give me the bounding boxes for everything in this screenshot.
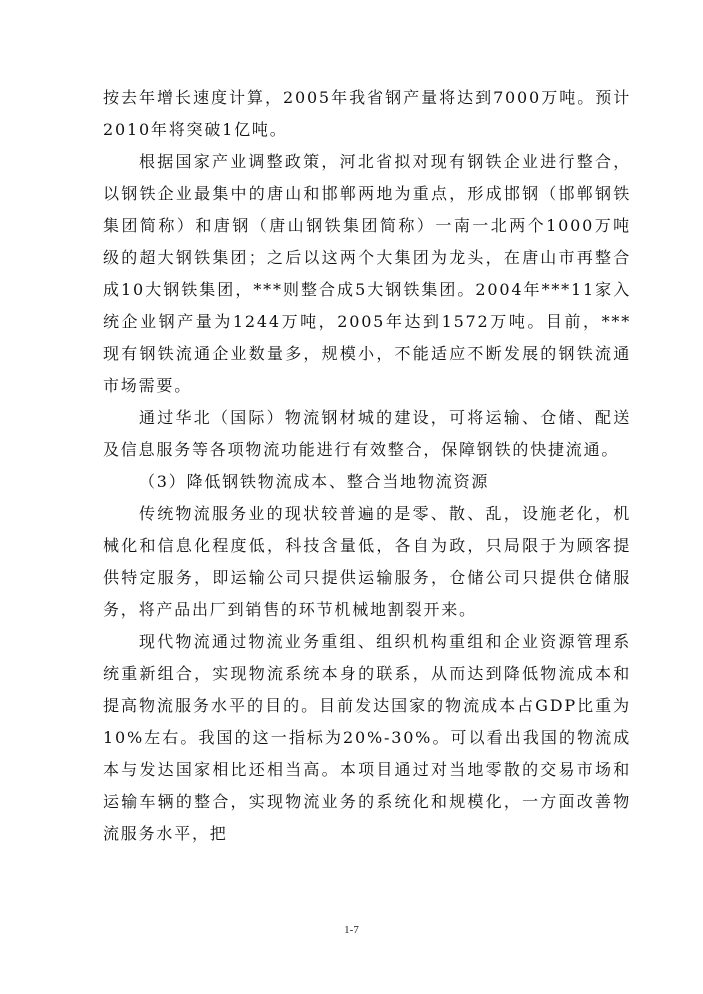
paragraph-modern-logistics: 现代物流通过物流业务重组、组织机构重组和企业资源管理系统重新组合，实现物流系统本身的联系，从而达到降低物流成本和提高物流服务水平的目的。目前发达国家的物流成本占GDP比重为10%左右。我国的这一指标为20%-30%。可以看出我国的物流成本与发达国家相比还相当高。本项目通过对当地零散的交易市场和运输车辆的整合，实现物流业务的系统化和规模化，一方面改善物流服务水平，把	[103, 632, 631, 843]
paragraph-traditional-logistics: 传统物流服务业的现状较普遍的是零、散、乱，设施老化，机械化和信息化程度低，科技含量低，各自为政，只局限于为顾客提供特定服务，即运输公司只提供运输服务，仓储公司只提供仓储服务，将产品出厂到销售的环节机械地割裂开来。	[103, 504, 631, 619]
paragraph-steel-city-construction: 通过华北（国际）物流钢材城的建设，可将运输、仓储、配送及信息服务等各项物流功能进行有效整合，保障钢铁的快捷流通。	[103, 408, 631, 459]
document-body	[103, 82, 631, 850]
paragraph-steel-consolidation-policy: 根据国家产业调整政策，河北省拟对现有钢铁企业进行整合，以钢铁企业最集中的唐山和邯郸两地为重点，形成邯钢（邯郸钢铁集团简称）和唐钢（唐山钢铁集团简称）一南一北两个1000万吨级的超大钢铁集团；之后以这两个大集团为龙头，在唐山市再整合成10大钢铁集团，***则整合成5大钢铁集团。2004年***11家入统企业钢产量为1244万吨，2005年达到1572万吨。目前，***现有钢铁流通企业数量多，规模小，不能适应不断发展的钢铁流通市场需要。	[103, 152, 631, 395]
section-heading: （3）降低钢铁物流成本、整合当地物流资源	[139, 472, 490, 491]
page-number: 1-7	[344, 924, 359, 936]
paragraph-steel-output-forecast: 按去年增长速度计算，2005年我省钢产量将达到7000万吨。预计2010年将突破1亿吨。	[103, 88, 631, 139]
